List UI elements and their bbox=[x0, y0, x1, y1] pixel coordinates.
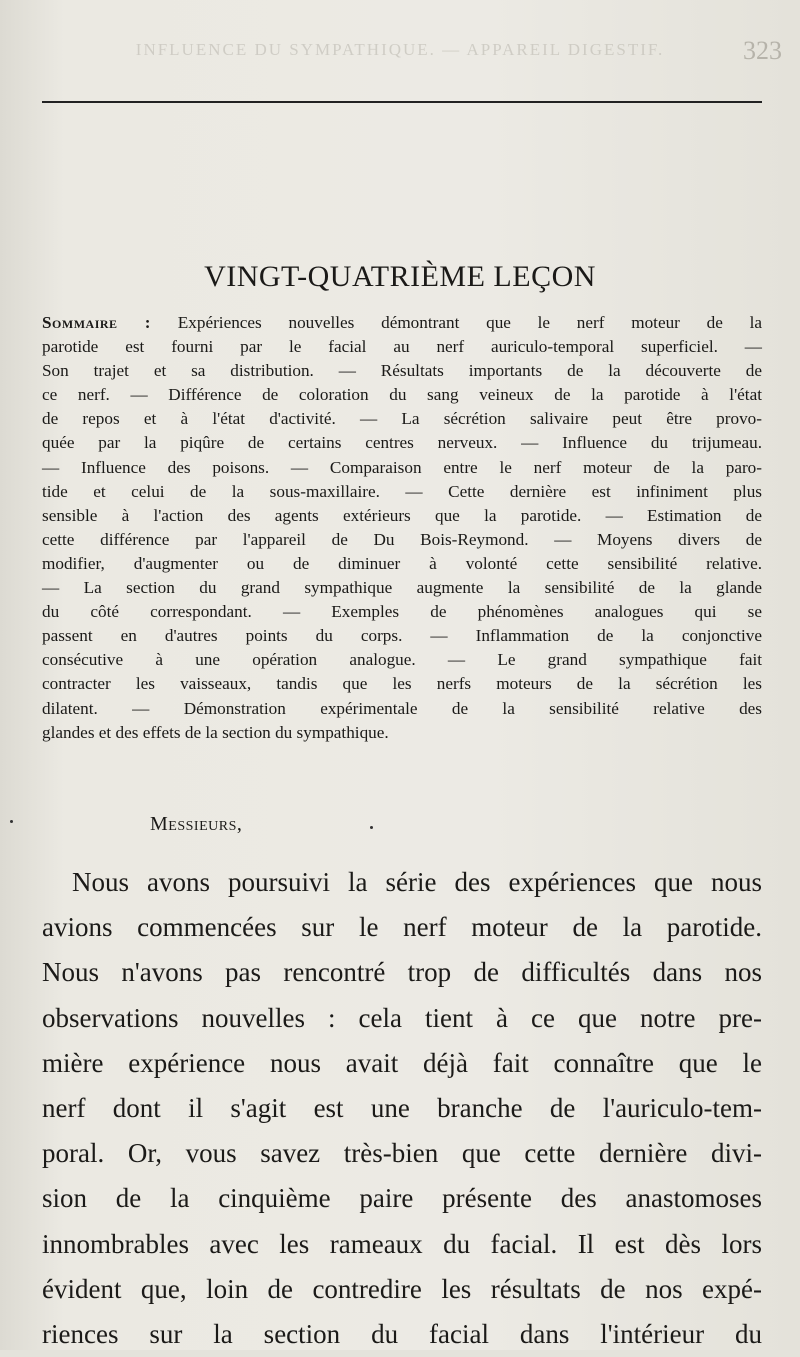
summary-line: sensible à l'action des agents extérieurs que la parotide. — Estimation de bbox=[42, 505, 762, 525]
body-line: riences sur la section du facial dans l'intérieur du bbox=[42, 1319, 762, 1350]
summary-line: — Influence des poisons. — Comparaison entre le nerf moteur de la paro- bbox=[42, 457, 762, 477]
summary-line: modifier, d'augmenter ou de diminuer à volonté cette sensibilité relative. bbox=[42, 553, 762, 573]
lecture-body bbox=[42, 860, 762, 1357]
summary-line: passent en d'autres points du corps. — Inflammation de la conjonctive bbox=[42, 626, 762, 646]
body-line: sion de la cinquième paire présente des anastomoses bbox=[42, 1183, 762, 1214]
body-line: poral. Or, vous savez très-bien que cette dernière divi- bbox=[42, 1138, 762, 1169]
salutation: Messieurs, bbox=[150, 813, 243, 835]
body-line: évident que, loin de contredire les résultats de nos expé- bbox=[42, 1273, 762, 1304]
summary-line: cette différence par l'appareil de Du Bois-Reymond. — Moyens divers de bbox=[42, 529, 762, 549]
page-number-showthrough: 323 bbox=[743, 36, 782, 65]
body-line: nerf dont il s'agit est une branche de l'auriculo-tem- bbox=[42, 1093, 762, 1124]
ink-speck bbox=[370, 826, 373, 829]
summary-line: consécutive à une opération analogue. — Le grand sympathique fait bbox=[42, 650, 762, 670]
body-line: Nous avons poursuivi la série des expériences que nous bbox=[72, 867, 762, 897]
summary-line: tide et celui de la sous-maxillaire. — Cette dernière est infiniment plus bbox=[42, 481, 762, 501]
body-line: observations nouvelles : cela tient à ce que notre pre- bbox=[42, 1002, 762, 1033]
summary-line: Expériences nouvelles démontrant que le nerf moteur de la bbox=[177, 313, 762, 332]
summary-line: dilatent. — Démonstration expérimentale de la sensibilité relative des bbox=[42, 698, 762, 718]
header-rule bbox=[42, 101, 762, 103]
running-head-showthrough: INFLUENCE DU SYMPATHIQUE. — APPAREIL DIGESTIF. bbox=[135, 40, 665, 59]
summary-line: de repos et à l'état d'activité. — La sécrétion salivaire peut être provo- bbox=[42, 409, 762, 429]
body-line: mière expérience nous avait déjà fait connaître que le bbox=[42, 1047, 762, 1078]
summary-line: glandes et des effets de la section du sympathique. bbox=[42, 722, 389, 742]
body-line: innombrables avec les rameaux du facial. Il est dès lors bbox=[42, 1228, 762, 1259]
summary-line: quée par la piqûre de certains centres nerveux. — Influence du trijumeau. bbox=[42, 433, 762, 453]
summary-label: Sommaire : bbox=[42, 313, 152, 332]
summary-line: Son trajet et sa distribution. — Résultats importants de la découverte de bbox=[42, 361, 762, 381]
summary-line: contracter les vaisseaux, tandis que les nerfs moteurs de la sécrétion les bbox=[42, 674, 762, 694]
summary-line: ce nerf. — Différence de coloration du sang veineux de la parotide à l'état bbox=[42, 385, 762, 405]
summary-line: du côté correspondant. — Exemples de phénomènes analogues qui se bbox=[42, 602, 762, 622]
summary-block bbox=[42, 311, 762, 745]
summary-line: — La section du grand sympathique augmente la sensibilité de la glande bbox=[42, 578, 762, 598]
body-line: avions commencées sur le nerf moteur de la parotide. bbox=[42, 912, 762, 943]
lecture-title: VINGT-QUATRIÈME LEÇON bbox=[204, 260, 596, 294]
summary-line: parotide est fourni par le facial au nerf auriculo-temporal superficiel. — bbox=[42, 337, 762, 357]
ink-speck bbox=[10, 820, 13, 823]
body-line: Nous n'avons pas rencontré trop de difficultés dans nos bbox=[42, 957, 762, 988]
